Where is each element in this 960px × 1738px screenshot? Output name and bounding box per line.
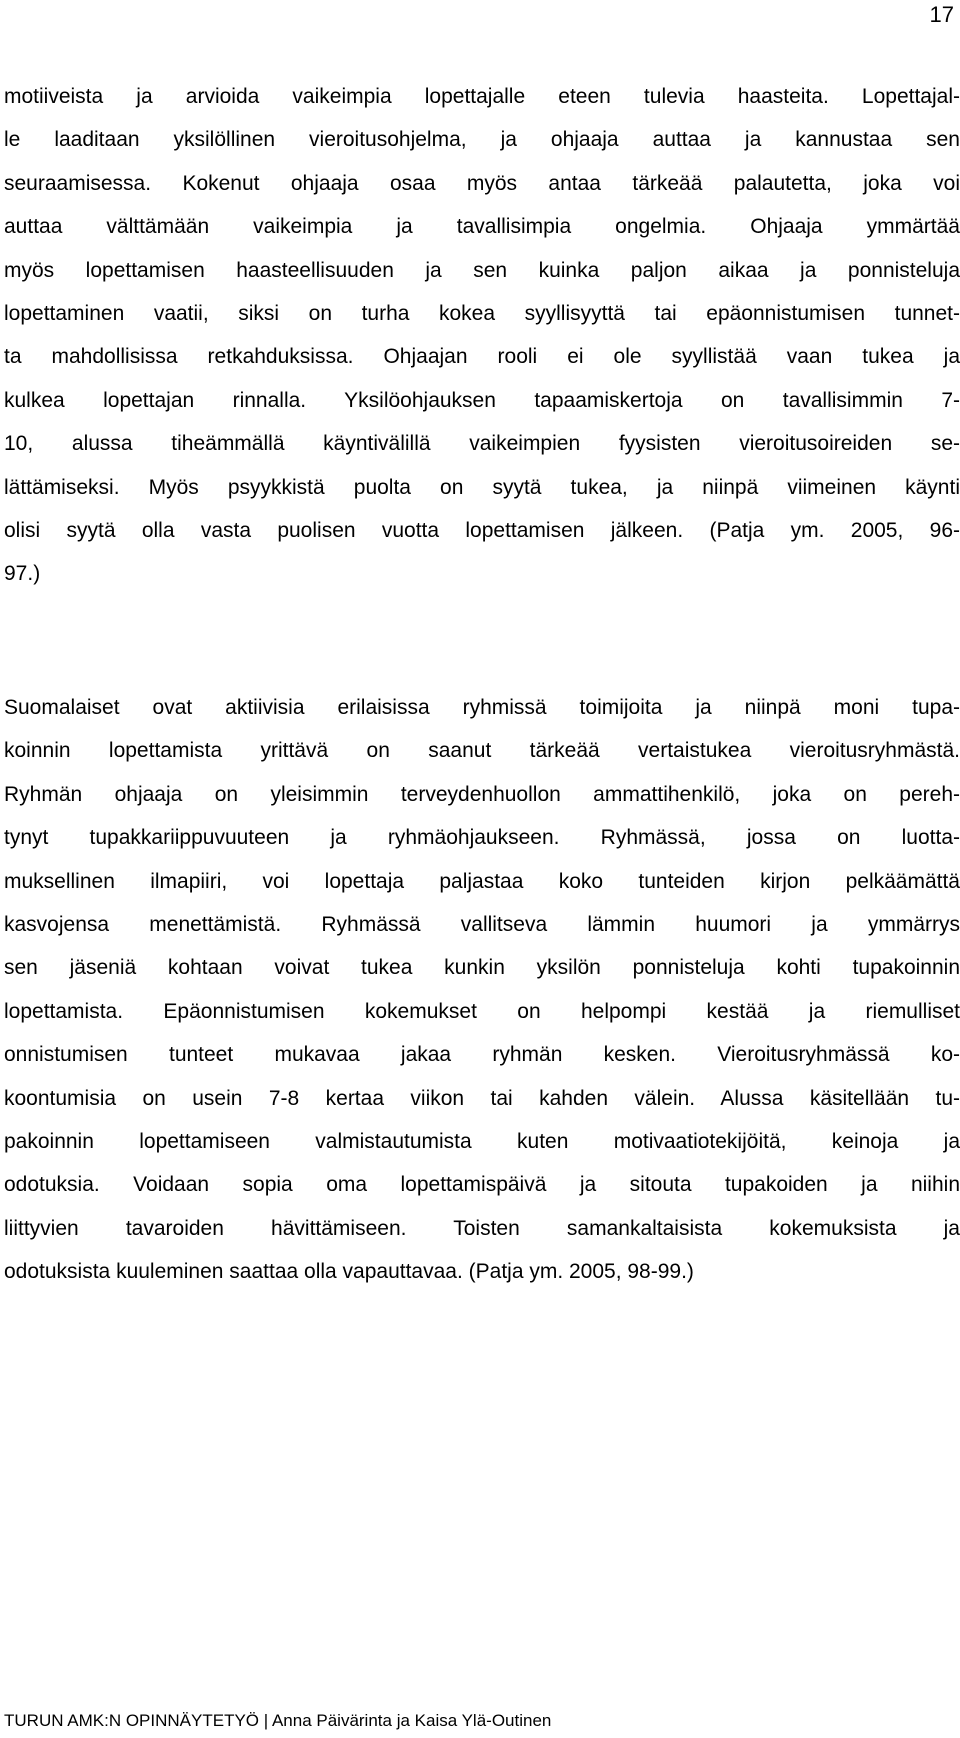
paragraph-line: liittyvien tavaroiden hävittämiseen. Toisten samankaltaisista kokemuksista ja: [4, 1216, 960, 1240]
paragraph-line: lopettaminen vaatii, siksi on turha kokea syyllisyyttä tai epäonnistumisen tunnet-: [4, 302, 960, 326]
paragraph-line: tynyt tupakkariippuvuuteen ja ryhmäohjaukseen. Ryhmässä, jossa on luotta-: [4, 826, 960, 850]
paragraph-line: kasvojensa menettämistä. Ryhmässä vallitseva lämmin huumori ja ymmärrys: [4, 913, 960, 937]
paragraph-line: lopettamista. Epäonnistumisen kokemukset on helpompi kestää ja riemulliset: [4, 999, 960, 1023]
page-number: 17: [929, 2, 954, 27]
paragraph-line: Ryhmän ohjaaja on yleisimmin terveydenhuollon ammattihenkilö, joka on pereh-: [4, 782, 960, 806]
paragraph-line: muksellinen ilmapiiri, voi lopettaja paljastaa koko tunteiden kirjon pelkäämättä: [4, 869, 960, 893]
paragraph-line: 97.): [4, 562, 41, 586]
paragraph-line: auttaa välttämään vaikeimpia ja tavallisimpia ongelmia. Ohjaaja ymmärtää: [4, 215, 960, 239]
paragraph-line: Suomalaiset ovat aktiivisia erilaisissa ryhmissä toimijoita ja niinpä moni tupa-: [4, 696, 960, 719]
paragraph-line: koinnin lopettamista yrittävä on saanut tärkeää vertaistukea vieroitusryhmästä.: [4, 739, 960, 763]
paragraph-line: onnistumisen tunteet mukavaa jakaa ryhmän kesken. Vieroitusryhmässä ko-: [4, 1043, 960, 1067]
paragraph-line: odotuksia. Voidaan sopia oma lopettamispäivä ja sitouta tupakoiden ja niihin: [4, 1173, 960, 1197]
page-footer: TURUN AMK:N OPINNÄYTETYÖ | Anna Päivärinta ja Kaisa Ylä-Outinen: [4, 1711, 552, 1730]
paragraph-line: seuraamisessa. Kokenut ohjaaja osaa myös antaa tärkeää palautetta, joka voi: [4, 171, 960, 195]
paragraph-line: olisi syytä olla vasta puolisen vuotta lopettamisen jälkeen. (Patja ym. 2005, 96-: [4, 519, 960, 543]
paragraph-line: odotuksista kuuleminen saattaa olla vapauttavaa. (Patja ym. 2005, 98-99.): [4, 1260, 694, 1284]
paragraph-2: [4, 686, 960, 1294]
paragraph-1: [4, 75, 960, 596]
paragraph-line: kulkea lopettajan rinnalla. Yksilöohjauksen tapaamiskertoja on tavallisimmin 7-: [4, 388, 960, 412]
paragraph-line: lättämiseksi. Myös psyykkistä puolta on syytä tukea, ja niinpä viimeinen käynti: [4, 475, 960, 499]
paragraph-line: pakoinnin lopettamiseen valmistautumista kuten motivaatiotekijöitä, keinoja ja: [4, 1130, 960, 1154]
paragraph-line: koontumisia on usein 7-8 kertaa viikon tai kahden välein. Alussa käsitellään tu-: [4, 1086, 960, 1110]
paragraph-line: motiiveista ja arvioida vaikeimpia lopettajalle eteen tulevia haasteita. Lopettajal-: [4, 85, 960, 108]
paragraph-line: 10, alussa tiheämmällä käyntivälillä vaikeimpien fyysisten vieroitusoireiden se-: [4, 432, 960, 456]
paragraph-line: le laaditaan yksilöllinen vieroitusohjelma, ja ohjaaja auttaa ja kannustaa sen: [4, 128, 960, 152]
paragraph-line: sen jäseniä kohtaan voivat tukea kunkin yksilön ponnisteluja kohti tupakoinnin: [4, 956, 960, 980]
paragraph-line: ta mahdollisissa retkahduksissa. Ohjaajan rooli ei ole syyllistää vaan tukea ja: [4, 345, 960, 369]
paragraph-line: myös lopettamisen haasteellisuuden ja sen kuinka paljon aikaa ja ponnisteluja: [4, 258, 960, 282]
